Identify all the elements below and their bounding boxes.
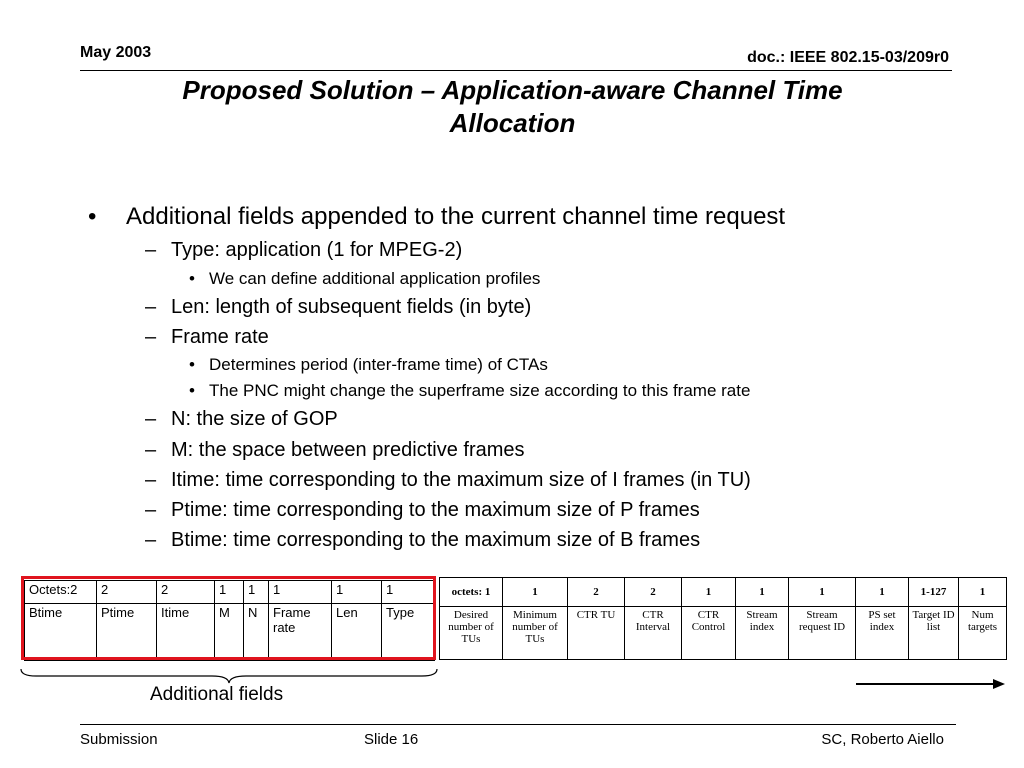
table-cell: 1-127: [909, 578, 959, 607]
table-cell: Type: [382, 604, 435, 661]
dash-icon: –: [145, 439, 157, 461]
table-row: [25, 604, 435, 661]
table-cell: 1: [736, 578, 789, 607]
table-cell: Len: [332, 604, 382, 661]
header-doc-id: doc.: IEEE 802.15-03/209r0: [747, 49, 949, 66]
table-cell: 1: [382, 581, 435, 604]
dash-icon: –: [145, 326, 157, 348]
bullet-m: M: the space between predictive frames: [171, 439, 525, 461]
bullet-type: Type: application (1 for MPEG-2): [171, 239, 463, 261]
dash-icon: –: [145, 296, 157, 318]
dash-icon: –: [145, 469, 157, 491]
table-cell: Ptime: [97, 604, 157, 661]
table-cell: PS set index: [856, 607, 909, 660]
bullet-btime: Btime: time corresponding to the maximum size of B frames: [171, 529, 701, 551]
table-cell: Stream request ID: [789, 607, 856, 660]
table-cell: 1: [682, 578, 736, 607]
dash-icon: –: [145, 408, 157, 430]
header-date: May 2003: [80, 44, 152, 61]
footer-submission: Submission: [80, 731, 158, 748]
table-cell: Target ID list: [909, 607, 959, 660]
table-cell: Desired number of TUs: [440, 607, 503, 660]
table-cell: 1: [244, 581, 269, 604]
bullet-frame-rate-sub1: Determines period (inter-frame time) of CTAs: [209, 355, 548, 374]
curly-brace-icon: [20, 668, 440, 684]
additional-fields-table: [24, 580, 435, 661]
footer-author: SC, Roberto Aiello: [821, 731, 944, 748]
table-cell: 2: [157, 581, 215, 604]
table-cell: octets: 1: [440, 578, 503, 607]
table-cell: Frame rate: [269, 604, 332, 661]
table-row: [440, 607, 1007, 660]
table-cell: 1: [789, 578, 856, 607]
bullet-len: Len: length of subsequent fields (in byte): [171, 296, 532, 318]
table-cell: Minimum number of TUs: [503, 607, 568, 660]
table-cell: Octets:2: [25, 581, 97, 604]
bullet-main: Additional fields appended to the current channel time request: [126, 203, 786, 230]
header-divider: [80, 70, 952, 71]
table-cell: 2: [97, 581, 157, 604]
bullet-type-sub: We can define additional application profiles: [209, 269, 541, 288]
table-cell: CTR Interval: [625, 607, 682, 660]
bullet-n: N: the size of GOP: [171, 408, 338, 430]
table-cell: Btime: [25, 604, 97, 661]
slide-title: [140, 74, 885, 140]
channel-time-request-table: [439, 577, 1007, 660]
table-cell: 1: [332, 581, 382, 604]
dash-icon: –: [145, 529, 157, 551]
table-cell: Num targets: [959, 607, 1007, 660]
table-cell: 1: [503, 578, 568, 607]
table-cell: M: [215, 604, 244, 661]
table-row: [440, 578, 1007, 607]
table-cell: 1: [269, 581, 332, 604]
bullet-dot-icon: •: [189, 355, 195, 374]
slide-title-line1: Proposed Solution – Application-aware Channel Time: [182, 75, 843, 105]
table-cell: Itime: [157, 604, 215, 661]
bullet-dot-icon: •: [189, 269, 195, 288]
dash-icon: –: [145, 499, 157, 521]
dash-icon: –: [145, 239, 157, 261]
bullet-dot-icon: •: [189, 381, 195, 400]
table-cell: CTR Control: [682, 607, 736, 660]
bullet-ptime: Ptime: time corresponding to the maximum size of P frames: [171, 499, 700, 521]
bullet-dot-icon: •: [88, 203, 97, 230]
table-cell: 2: [568, 578, 625, 607]
table-cell: 1: [215, 581, 244, 604]
table-cell: 1: [959, 578, 1007, 607]
bullet-itime: Itime: time corresponding to the maximum size of I frames (in TU): [171, 469, 751, 491]
arrow-right-icon: [855, 676, 1007, 692]
table-cell: N: [244, 604, 269, 661]
table-cell: CTR TU: [568, 607, 625, 660]
footer-slide-number: Slide 16: [364, 731, 419, 748]
table-cell: 2: [625, 578, 682, 607]
table-row: [25, 581, 435, 604]
slide-title-line2: Allocation: [449, 108, 576, 138]
table-cell: Stream index: [736, 607, 789, 660]
additional-fields-label: Additional fields: [150, 684, 284, 705]
bullet-frame-rate-sub2: The PNC might change the superframe size according to this frame rate: [209, 381, 751, 400]
footer-divider: [80, 724, 956, 725]
bullet-frame-rate: Frame rate: [171, 326, 269, 348]
table-cell: 1: [856, 578, 909, 607]
